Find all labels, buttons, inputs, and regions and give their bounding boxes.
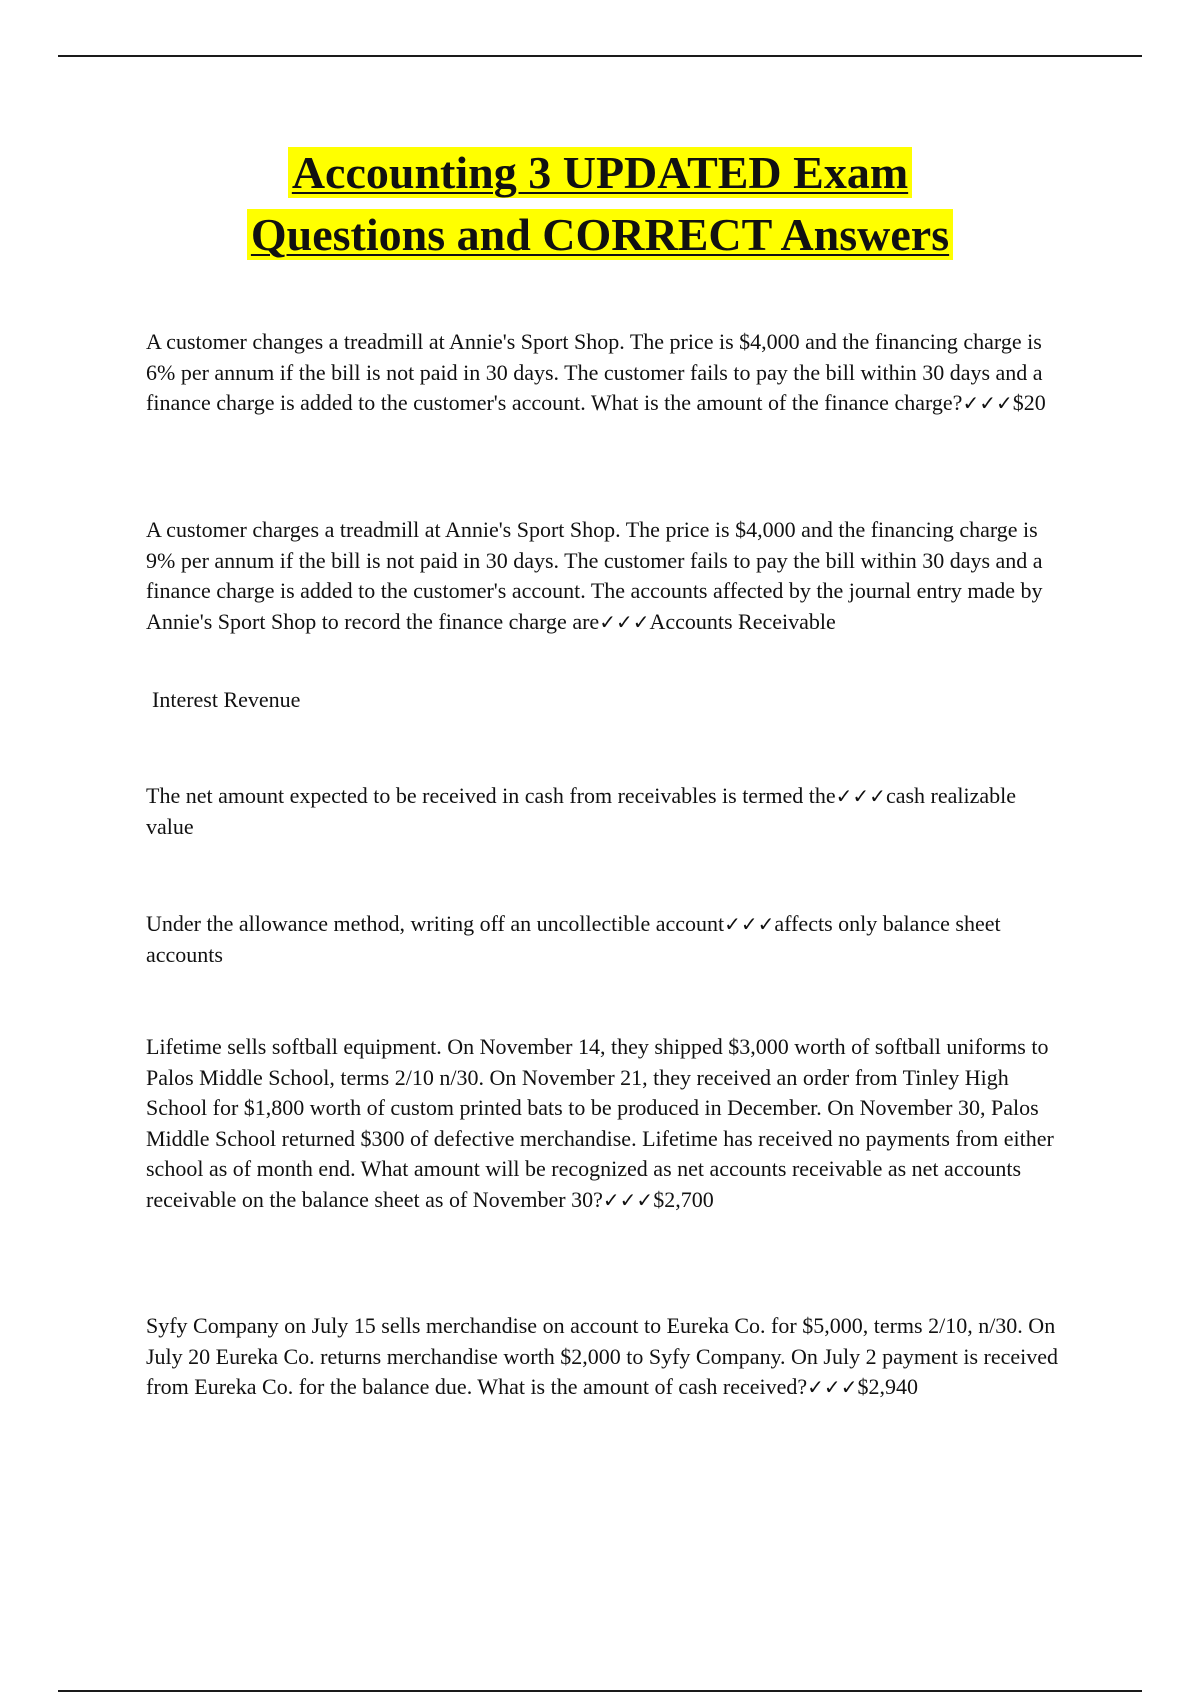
qa-item-2	[146, 515, 1066, 637]
top-rule	[58, 55, 1142, 57]
qa-item-3	[146, 781, 1066, 842]
check-mark-icon: ✓✓✓	[724, 912, 775, 936]
qa-item-5	[146, 1032, 1066, 1215]
answer-text: Accounts Receivable	[649, 608, 836, 634]
bottom-rule	[58, 1690, 1142, 1692]
answer-text: cash realizable value	[146, 783, 1017, 839]
answer-continuation: Interest Revenue	[152, 687, 301, 712]
qa-item-4	[146, 909, 1066, 970]
question-text: A customer changes a treadmill at Annie's Sport Shop. The price is $4,000 and the financing charge is 6% per annum if the bill is not paid in 30 days. The customer fails to pay the bill within 30 days and a finance charge is added to the customer's account. What is the amount of the finance charge?	[146, 329, 1043, 415]
qa-item-1	[146, 327, 1066, 419]
title-line-1: Accounting 3 UPDATED Exam	[288, 147, 912, 198]
question-text: A customer charges a treadmill at Annie's Sport Shop. The price is $4,000 and the financing charge is 9% per annum if the bill is not paid in 30 days. The customer fails to pay the bill within 30 days and a finance charge is added to the customer's account. The accounts affected by the journal entry made by Annie's Sport Shop to record the finance charge are	[146, 517, 1043, 634]
check-mark-icon: ✓✓✓	[835, 784, 886, 808]
check-mark-icon: ✓✓✓	[807, 1375, 858, 1399]
answer-text: $2,940	[857, 1374, 918, 1399]
question-text: Lifetime sells softball equipment. On November 14, they shipped $3,000 worth of softball uniforms to Palos Middle School, terms 2/10 n/30. On November 21, they received an order from Tinley High School for $1,800 worth of custom printed bats to be produced in December. On November 30, Palos Middle School returned $300 of defective merchandise. Lifetime has received no payments from either school as of month end. What amount will be recognized as net accounts receivable as net accounts receivable on the balance sheet as of November 30?	[146, 1034, 1054, 1212]
answer-text: $2,700	[653, 1186, 714, 1212]
document-title	[0, 142, 1200, 266]
question-text: Syfy Company on July 15 sells merchandise on account to Eureka Co. for $5,000, terms 2/10, n/30. On July 20 Eureka Co. returns merchandise worth $2,000 to Syfy Company. On July 2 payment is received from Eureka Co. for the balance due. What is the amount of cash received?	[146, 1313, 1059, 1399]
check-mark-icon: ✓✓✓	[962, 391, 1013, 415]
answer-text: $20	[1012, 390, 1046, 415]
answer-text: affects only balance sheet accounts	[146, 911, 1001, 967]
question-text: Under the allowance method, writing off an uncollectible account	[146, 911, 725, 936]
check-mark-icon: ✓✓✓	[602, 1187, 654, 1212]
qa-item-6	[146, 1311, 1066, 1403]
check-mark-icon: ✓✓✓	[599, 609, 650, 634]
title-line-2: Questions and CORRECT Answers	[247, 209, 953, 260]
question-text: The net amount expected to be received in cash from receivables is termed the	[146, 783, 836, 808]
